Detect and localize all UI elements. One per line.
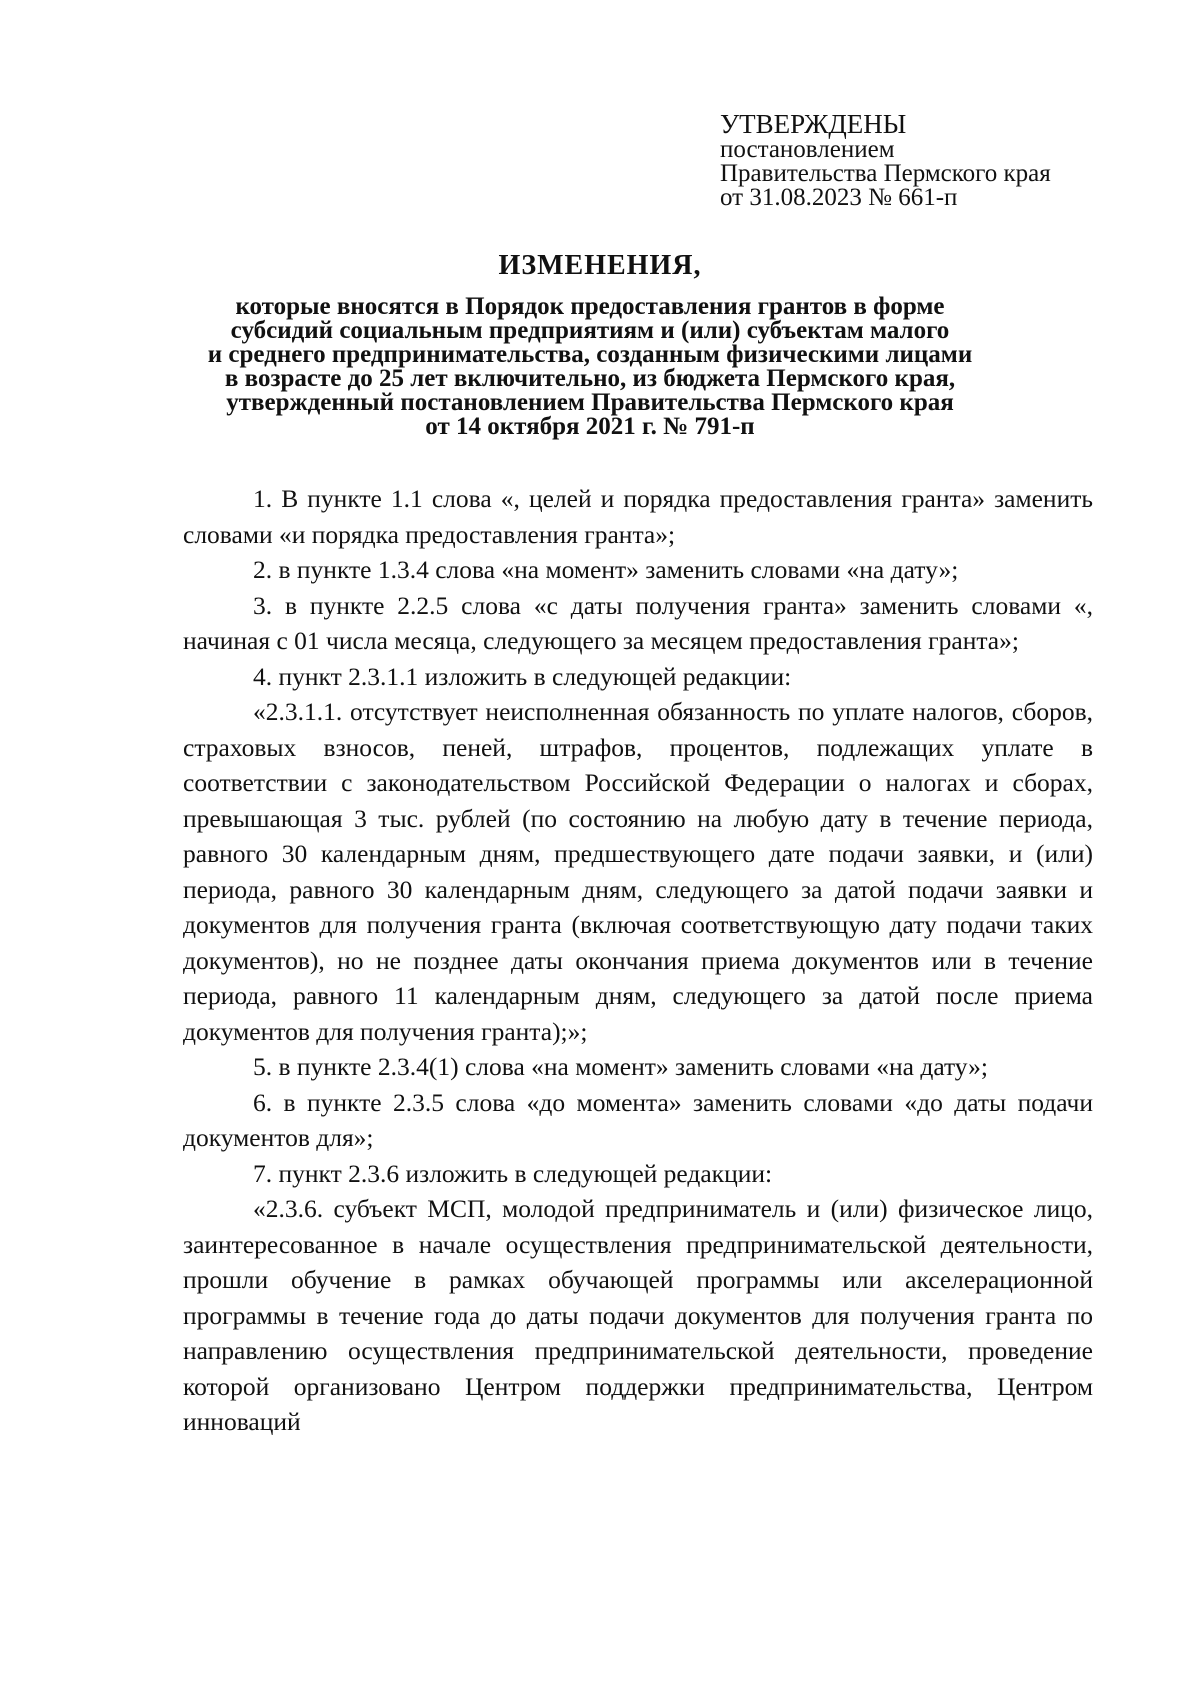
paragraph: 2. в пункте 1.3.4 слова «на момент» заменить словами «на дату»; <box>253 555 959 584</box>
document-subtitle <box>190 295 990 439</box>
paragraph: 3. в пункте 2.2.5 слова «с даты получения гранта» заменить словами «, начиная с 01 числа месяца, следующего за месяцем предоставления гранта»; <box>183 590 1093 655</box>
paragraph: 4. пункт 2.3.1.1 изложить в следующей редакции: <box>253 661 792 691</box>
subtitle-line: в возрасте до 25 лет включительно, из бюджета Пермского края, <box>224 365 956 392</box>
paragraph: 6. в пункте 2.3.5 слова «до момента» заменить словами «до даты подачи документов для»; <box>183 1087 1093 1152</box>
approval-line: Правительства Пермского края <box>720 160 1051 187</box>
subtitle-line: субсидий социальным предприятиям и (или) субъектам малого <box>230 317 950 344</box>
paragraph: 1. В пункте 1.1 слова «, целей и порядка предоставления гранта» заменить словами «и порядка предоставления гранта»; <box>183 484 1093 549</box>
document-title: ИЗМЕНЕНИЯ, <box>498 250 702 281</box>
subtitle-line: и среднего предпринимательства, созданным физическими лицами <box>207 341 973 368</box>
subtitle-line: которые вносятся в Порядок предоставления грантов в форме <box>235 293 945 320</box>
approval-line: постановлением <box>720 136 895 163</box>
subtitle-line: утвержденный постановлением Правительства Пермского края <box>226 389 954 416</box>
paragraph: 7. пункт 2.3.6 изложить в следующей редакции: <box>253 1158 773 1188</box>
paragraph: «2.3.1.1. отсутствует неисполненная обязанность по уплате налогов, сборов, страховых взносов, пеней, штрафов, процентов, подлежащих уплате в соответствии с законодательством Российской Федерации о налогах и сборах, превышающая 3 тыс. рублей (по состоянию на любую дату в течение периода, равного 30 календарным дням, предшествующего дате подачи заявки, и (или) периода, равного 30 календарным дням, следующего за датой подачи заявки и документов для получения гранта (включая соответствующую дату подачи таких документов), но не позднее даты окончания приема документов или в течение периода, равного 11 календарным дням, следующего за датой после приема документов для получения гранта);»; <box>183 697 1093 1046</box>
approval-line: от 31.08.2023 № 661-п <box>720 184 958 211</box>
paragraph: «2.3.6. субъект МСП, молодой предприниматель и (или) физическое лицо, заинтересованное в начале осуществления предпринимательской деятельности, прошли обучение в рамках обучающей программы или акселерационной программы в течение года до даты подачи документов для получения гранта по направлению осуществления предпринимательской деятельности, проведение которой организовано Центром поддержки предпринимательства, Центром инноваций <box>183 1194 1093 1436</box>
approval-heading: УТВЕРЖДЕНЫ <box>720 109 907 139</box>
subtitle-line: от 14 октября 2021 г. № 791-п <box>425 413 755 440</box>
approval-stamp <box>720 110 1140 210</box>
paragraph: 5. в пункте 2.3.4(1) слова «на момент» заменить словами «на дату»; <box>253 1052 989 1081</box>
document-body <box>183 481 1093 1440</box>
